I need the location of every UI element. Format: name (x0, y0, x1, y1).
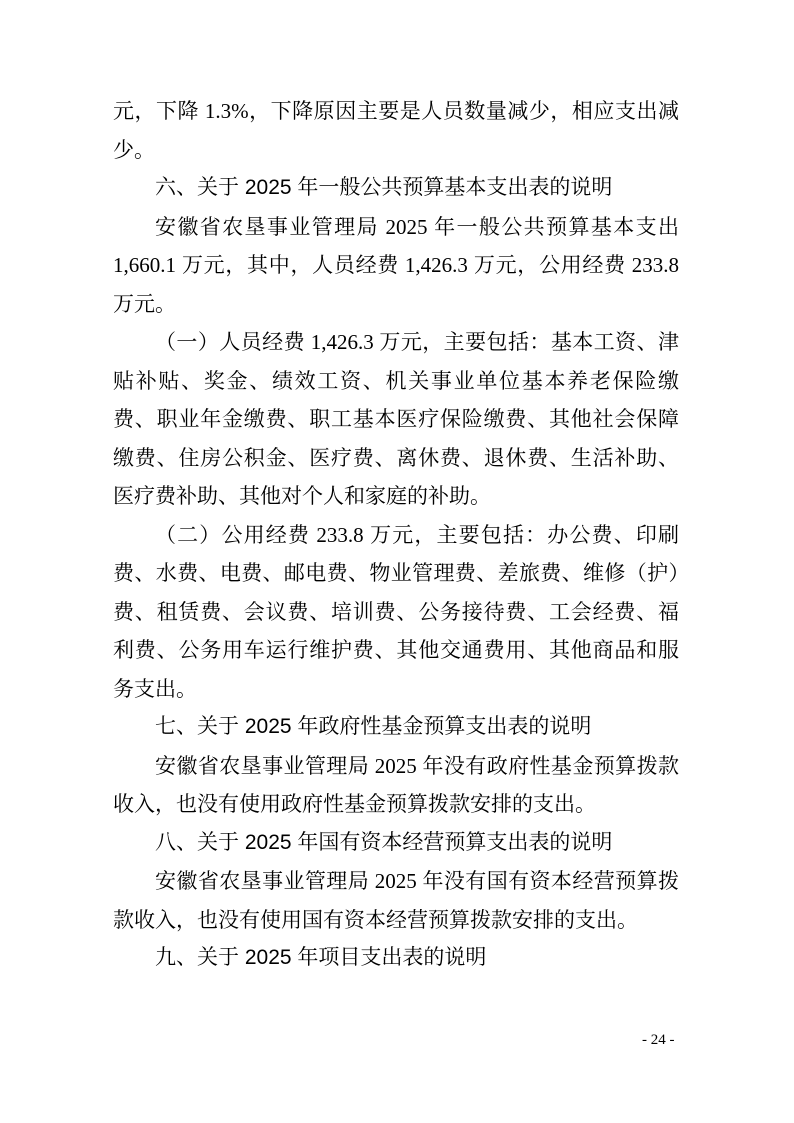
paragraph-continuation: 元，下降 1.3%，下降原因主要是人员数量减少，相应支出减少。 (113, 99, 679, 162)
paragraph-state-capital-budget: 安徽省农垦事业管理局 2025 年没有国有资本经营预算拨款收入，也没有使用国有资本经营预算拨款安排的支出。 (113, 869, 679, 932)
paragraph-personnel-expenses: （一）人员经费 1,426.3 万元，主要包括：基本工资、津贴补贴、奖金、绩效工资、机关事业单位基本养老保险缴费、职业年金缴费、职工基本医疗保险缴费、其他社会保障缴费、住房公积金、医疗费、离休费、退休费、生活补助、医疗费补助、其他对个人和家庭的补助。 (113, 330, 679, 508)
section-heading-nine: 九、关于 2025 年项目支出表的说明 (155, 946, 487, 969)
section-heading-eight: 八、关于 2025 年国有资本经营预算支出表的说明 (155, 830, 613, 854)
section-heading-six: 六、关于 2025 年一般公共预算基本支出表的说明 (155, 176, 613, 199)
paragraph-public-expenses: （二）公用经费 233.8 万元，主要包括：办公费、印刷费、水费、电费、邮电费、物业管理费、差旅费、维修（护）费、租赁费、会议费、培训费、公务接待费、工会经费、福利费、公务用车运行维护费、其他交通费用、其他商品和服务支出。 (113, 522, 679, 701)
section-heading-seven: 七、关于 2025 年政府性基金预算支出表的说明 (155, 715, 592, 738)
paragraph-basic-expenditure-summary: 安徽省农垦事业管理局 2025 年一般公共预算基本支出 1,660.1 万元，其中，人员经费 1,426.3 万元，公用经费 233.8 万元。 (113, 214, 679, 316)
page-number: - 24 - (642, 1032, 675, 1048)
document-body (113, 92, 679, 978)
paragraph-government-fund-budget: 安徽省农垦事业管理局 2025 年没有政府性基金预算拨款收入，也没有使用政府性基金预算拨款安排的支出。 (113, 753, 679, 816)
